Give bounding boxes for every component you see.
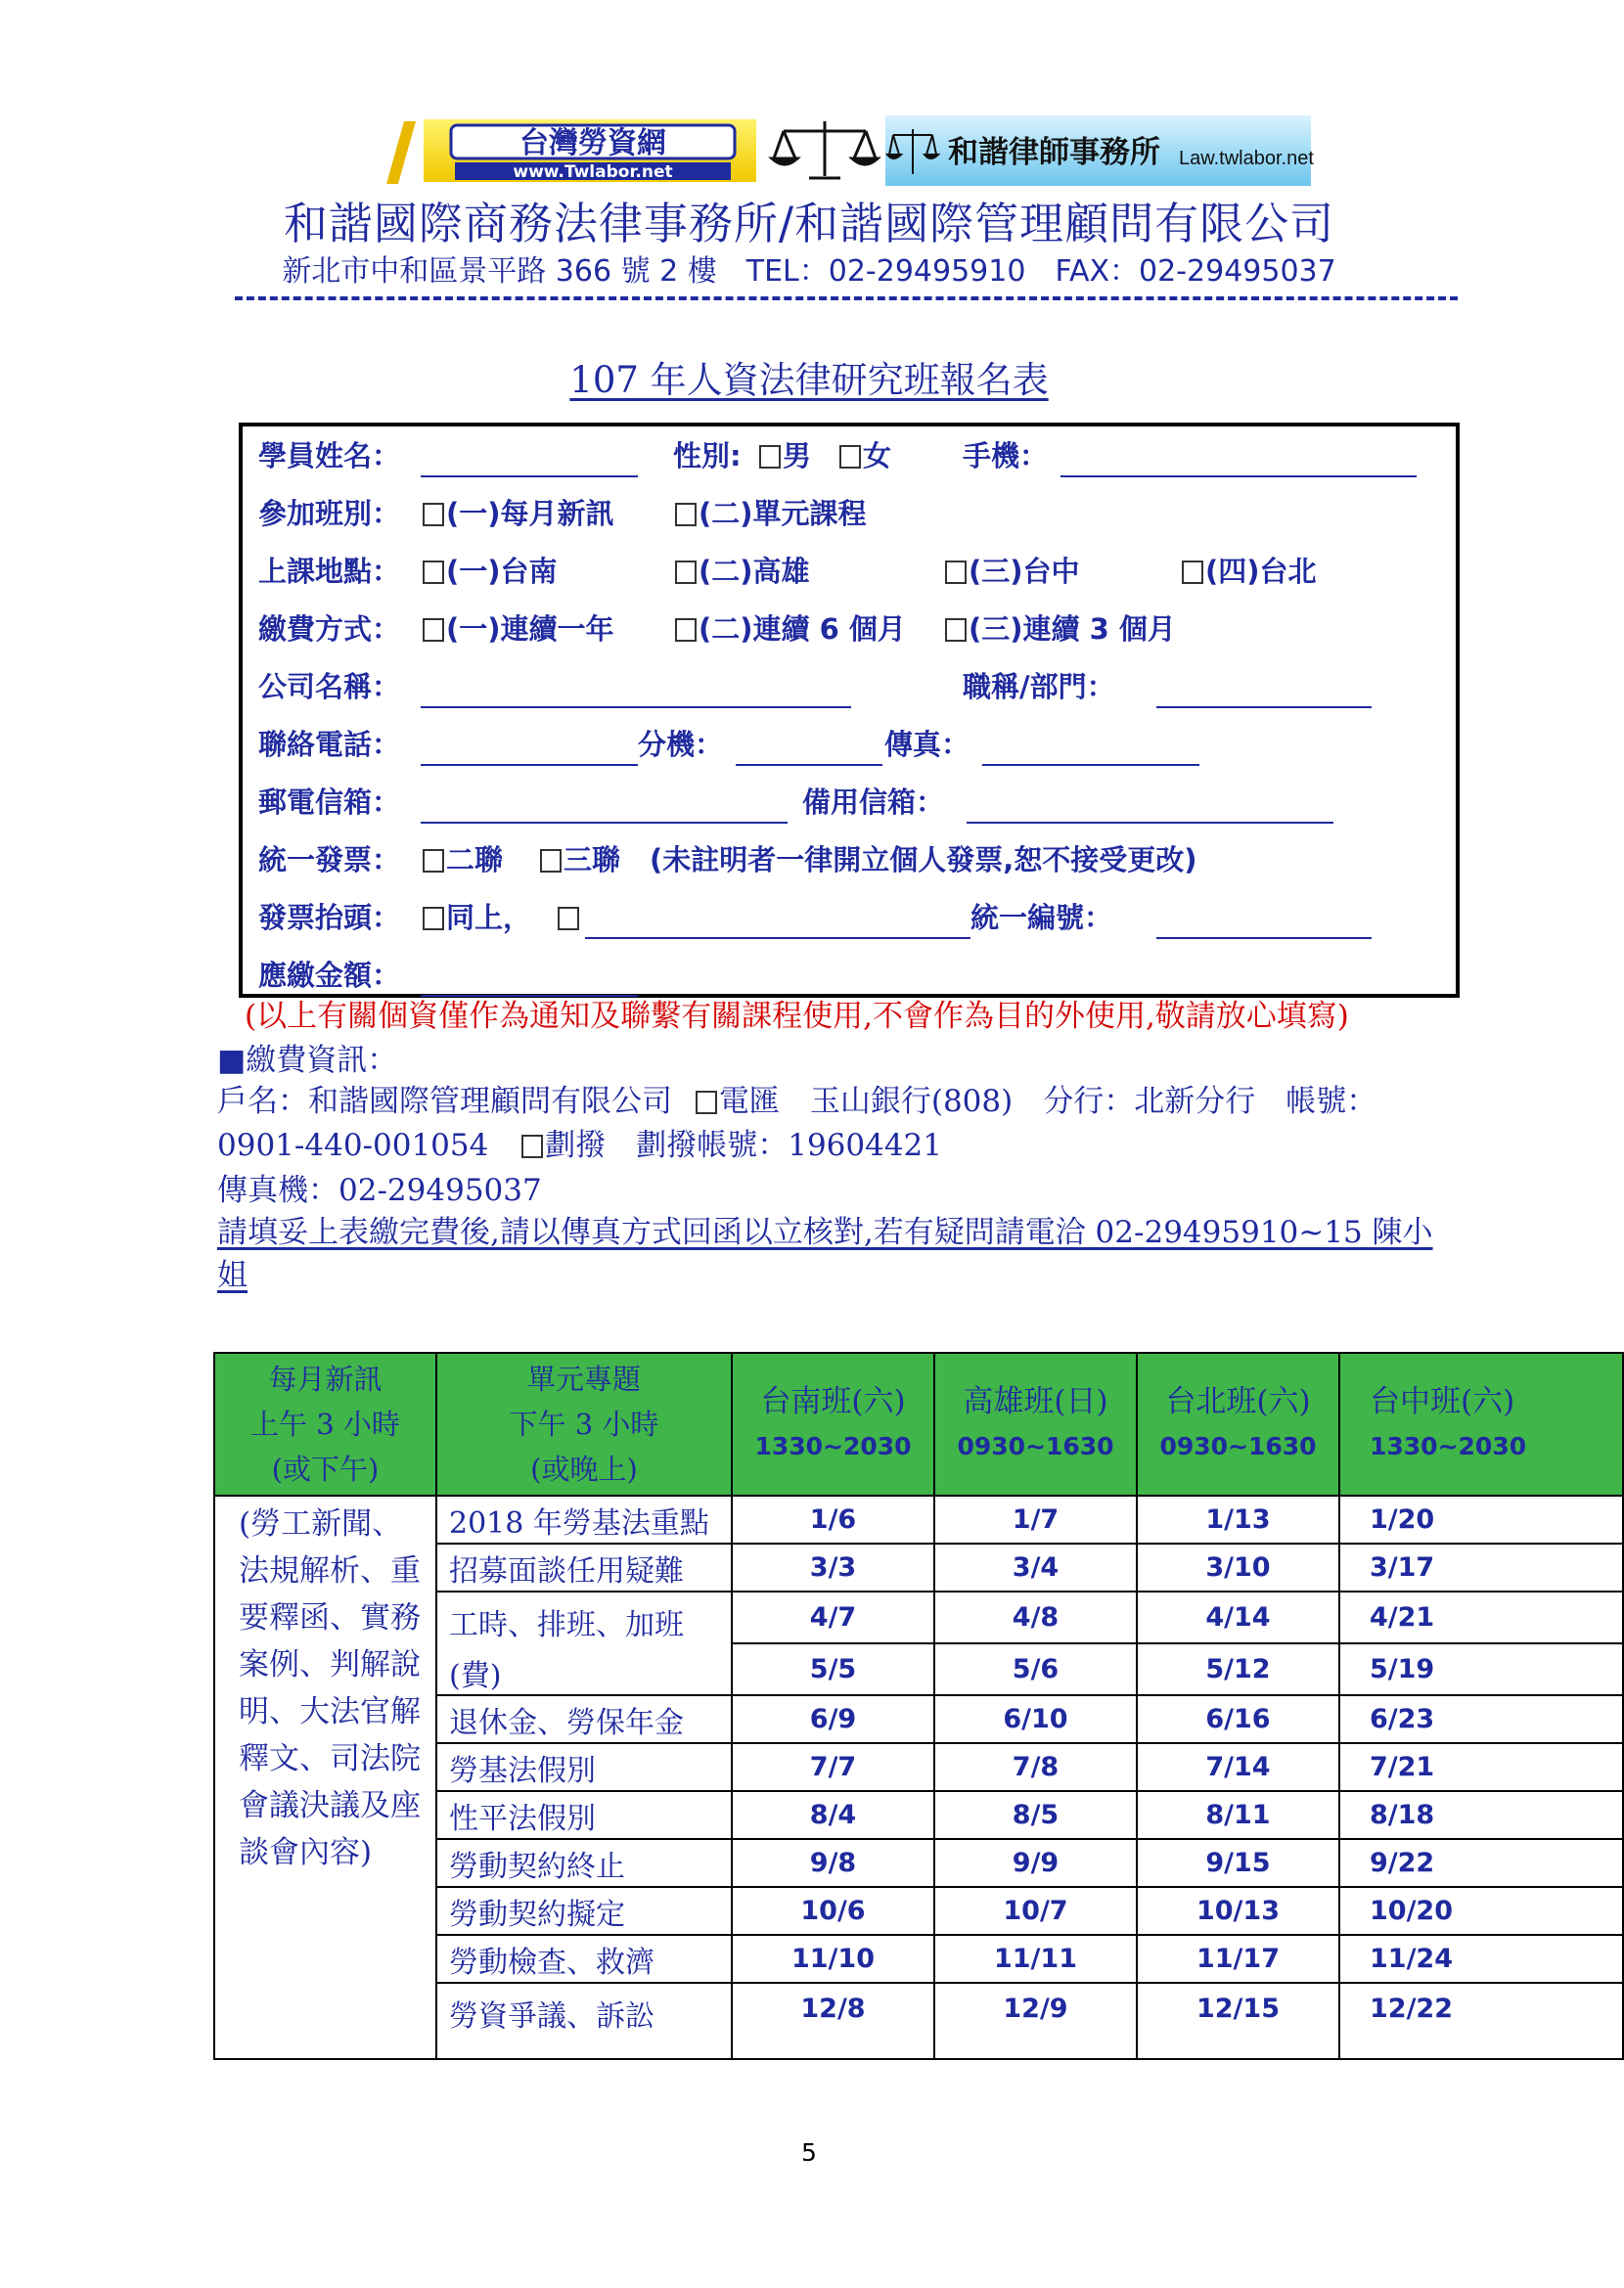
svg-text:台灣勞資網: 台灣勞資網	[519, 126, 666, 160]
date-cell: 3/3	[732, 1544, 934, 1592]
location-label: 上課地點：	[258, 555, 401, 588]
six-months-checkbox[interactable]	[675, 618, 697, 642]
company-label: 公司名稱：	[258, 670, 401, 703]
male-checkbox[interactable]	[759, 445, 781, 469]
firm-address: 新北市中和區景平路 366 號 2 樓 TEL：02-29495910 FAX：02-29495037	[282, 254, 1336, 289]
class-monthly-checkbox[interactable]	[423, 503, 444, 526]
class-option-monthly[interactable]: (一)每月新訊	[423, 494, 614, 533]
email-input[interactable]	[421, 792, 788, 824]
topic-cell: 勞動檢查、救濟	[436, 1935, 732, 1983]
date-cell: 3/10	[1137, 1544, 1339, 1592]
taichung-checkbox[interactable]	[945, 561, 967, 584]
topic-cell: 勞基法假別	[436, 1743, 732, 1791]
monthly-news-header: 每月新訊 上午 3 小時 (或下午)	[214, 1353, 436, 1496]
invoice-note: (未註明者一律開立個人發票,恕不接受更改)	[650, 843, 1197, 876]
invoice-header-same[interactable]: 同上，	[423, 898, 531, 937]
date-cell: 9/15	[1137, 1839, 1339, 1887]
payment-info-line1	[217, 1076, 1376, 1120]
custom-header-checkbox[interactable]	[558, 907, 579, 930]
wire-transfer-checkbox[interactable]	[696, 1091, 717, 1114]
class-header-taipei: 台北班(六) 0930~1630	[1137, 1353, 1339, 1496]
date-cell: 5/19	[1339, 1643, 1623, 1695]
date-cell: 6/9	[732, 1695, 934, 1743]
three-months-checkbox[interactable]	[945, 618, 967, 642]
date-cell: 6/23	[1339, 1695, 1623, 1743]
date-cell: 10/20	[1339, 1887, 1623, 1935]
date-cell: 12/8	[732, 1983, 934, 2059]
email-label: 郵電信箱：	[258, 785, 401, 819]
payment-six-months[interactable]: (二)連續 6 個月	[675, 609, 906, 649]
schedule-table-container	[213, 1352, 1527, 2058]
payment-info-heading: ■繳費資訊：	[217, 1043, 398, 1078]
account-name: 戶名：和諧國際管理顧問有限公司	[217, 1084, 672, 1119]
date-cell: 10/6	[732, 1887, 934, 1935]
female-option[interactable]: 女	[839, 436, 891, 475]
date-cell: 10/7	[934, 1887, 1137, 1935]
male-option[interactable]: 男	[759, 436, 811, 475]
date-cell: 8/5	[934, 1791, 1137, 1839]
date-cell: 11/10	[732, 1935, 934, 1983]
backup-email-input[interactable]	[967, 792, 1333, 824]
invoice-header-input[interactable]	[585, 908, 970, 939]
name-input[interactable]	[421, 446, 638, 477]
date-cell: 8/4	[732, 1791, 934, 1839]
job-title-input[interactable]	[1156, 677, 1372, 708]
taipei-checkbox[interactable]	[1182, 561, 1203, 584]
header-divider	[235, 296, 1458, 300]
class-header-taichung: 台中班(六) 1330~2030	[1339, 1353, 1623, 1496]
topic-cell	[436, 1592, 732, 1695]
date-cell: 5/5	[732, 1643, 934, 1695]
date-cell: 1/13	[1137, 1496, 1339, 1544]
postal-transfer-text: 劃撥 劃撥帳號：19604421	[545, 1128, 943, 1163]
date-cell: 7/21	[1339, 1743, 1623, 1791]
location-taipei[interactable]: (四)台北	[1182, 552, 1317, 591]
topic-cell: 招募面談任用疑難	[436, 1544, 732, 1592]
date-cell: 6/16	[1137, 1695, 1339, 1743]
date-cell: 8/11	[1137, 1791, 1339, 1839]
date-cell: 11/17	[1137, 1935, 1339, 1983]
class-header-kaohsiung: 高雄班(日) 0930~1630	[934, 1353, 1137, 1496]
gender-label: 性別:	[673, 439, 742, 472]
tax-id-input[interactable]	[1156, 908, 1372, 939]
date-cell: 10/13	[1137, 1887, 1339, 1935]
svg-text:和諧律師事務所: 和諧律師事務所	[948, 135, 1160, 170]
page-number: 5	[801, 2138, 817, 2167]
invoice-duplicate[interactable]: 二聯	[423, 840, 503, 879]
one-year-checkbox[interactable]	[423, 618, 444, 642]
date-cell: 8/18	[1339, 1791, 1623, 1839]
date-cell: 1/20	[1339, 1496, 1623, 1544]
phone-label: 聯絡電話：	[258, 728, 401, 761]
justice-scale-icon	[770, 117, 880, 182]
svg-text:Law.twlabor.net: Law.twlabor.net	[1179, 148, 1314, 169]
name-label: 學員姓名：	[258, 439, 401, 472]
location-taichung[interactable]: (三)台中	[945, 552, 1080, 591]
phone-input[interactable]	[421, 735, 638, 766]
class-unit-checkbox[interactable]	[675, 503, 697, 526]
payment-info-line2	[217, 1120, 942, 1164]
date-cell: 1/7	[934, 1496, 1137, 1544]
date-cell: 7/8	[934, 1743, 1137, 1791]
date-cell: 12/15	[1137, 1983, 1339, 2059]
date-cell: 4/21	[1339, 1592, 1623, 1643]
fax-number: 傳真機：02-29495037	[217, 1173, 542, 1208]
date-cell: 9/9	[934, 1839, 1137, 1887]
topic-cell: 勞資爭議、訴訟	[436, 1983, 732, 2059]
privacy-note: (以上有關個資僅作為通知及聯繫有關課程使用,不會作為目的外使用,敬請放心填寫)	[245, 999, 1349, 1034]
schedule-row	[214, 1496, 1623, 1544]
date-cell: 9/8	[732, 1839, 934, 1887]
invoice-label: 統一發票：	[258, 843, 401, 876]
tainan-checkbox[interactable]	[423, 561, 444, 584]
wire-transfer-text: 電匯 玉山銀行(808) 分行：北新分行 帳號：	[718, 1084, 1377, 1119]
date-cell: 11/11	[934, 1935, 1137, 1983]
same-as-above-checkbox[interactable]	[423, 907, 444, 930]
extension-label: 分機：	[638, 728, 724, 761]
topic-text-continued: (費)	[449, 1659, 502, 1693]
topic-cell: 退休金、勞保年金	[436, 1695, 732, 1743]
date-cell: 7/14	[1137, 1743, 1339, 1791]
mobile-label: 手機：	[963, 439, 1049, 472]
date-cell: 5/6	[934, 1643, 1137, 1695]
date-cell: 4/14	[1137, 1592, 1339, 1643]
monthly-news-description: (勞工新聞、法規解析、重要釋函、實務案例、判解說明、大法官解釋文、司法院會議決議及座談會內容)	[214, 1496, 436, 2059]
date-cell: 4/7	[732, 1592, 934, 1643]
payment-three-months[interactable]: (三)連續 3 個月	[945, 609, 1176, 649]
class-header-tainan: 台南班(六) 1330~2030	[732, 1353, 934, 1496]
svg-text:www.Twlabor.net: www.Twlabor.net	[513, 162, 673, 182]
location-tainan[interactable]: (一)台南	[423, 552, 558, 591]
date-cell: 5/12	[1137, 1643, 1339, 1695]
fax-input[interactable]	[982, 735, 1199, 766]
firm-name: 和諧國際商務法律事務所/和諧國際管理顧問有限公司	[283, 198, 1335, 249]
submission-notice: 請填妥上表繳完費後,請以傳真方式回函以立核對,若有疑問請電洽 02-29495910~15 陳小姐	[217, 1215, 1433, 1293]
postal-transfer-checkbox[interactable]	[521, 1135, 543, 1158]
tax-id-label: 統一編號：	[970, 901, 1113, 934]
backup-email-label: 備用信箱：	[802, 785, 945, 819]
fax-label: 傳真：	[884, 728, 970, 761]
topic-text: 工時、排班、加班	[449, 1608, 684, 1642]
class-label: 參加班別：	[258, 497, 401, 530]
payment-label: 繳費方式：	[258, 612, 401, 646]
class-option-unit[interactable]: (二)單元課程	[675, 494, 867, 533]
schedule-table	[213, 1352, 1624, 2060]
invoice-header-custom[interactable]	[558, 898, 581, 937]
job-title-label: 職稱/部門：	[963, 670, 1115, 703]
topic-cell: 2018 年勞基法重點	[436, 1496, 732, 1544]
kaohsiung-checkbox[interactable]	[675, 561, 697, 584]
date-cell: 3/4	[934, 1544, 1137, 1592]
date-cell: 3/17	[1339, 1544, 1623, 1592]
mobile-input[interactable]	[1060, 446, 1417, 477]
date-cell: 6/10	[934, 1695, 1137, 1743]
form-title: 107 年人資法律研究班報名表	[569, 359, 1049, 401]
date-cell: 12/9	[934, 1983, 1137, 2059]
topic-cell: 性平法假別	[436, 1791, 732, 1839]
schedule-header-row	[214, 1353, 1623, 1496]
invoice-triplicate[interactable]: 三聯	[540, 840, 620, 879]
date-cell: 12/22	[1339, 1983, 1623, 2059]
location-kaohsiung[interactable]: (二)高雄	[675, 552, 810, 591]
harmony-law-logo	[885, 115, 1314, 186]
amount-label: 應繳金額：	[258, 959, 401, 992]
date-cell: 7/7	[732, 1743, 934, 1791]
date-cell: 9/22	[1339, 1839, 1623, 1887]
female-checkbox[interactable]	[839, 445, 861, 469]
twlabor-logo	[386, 115, 763, 186]
date-cell: 11/24	[1339, 1935, 1623, 1983]
date-cell: 4/8	[934, 1592, 1137, 1643]
payment-one-year[interactable]: (一)連續一年	[423, 609, 614, 649]
extension-input[interactable]	[736, 735, 882, 766]
topic-cell: 勞動契約終止	[436, 1839, 732, 1887]
date-cell: 1/6	[732, 1496, 934, 1544]
invoice-header-label: 發票抬頭：	[258, 901, 401, 934]
topic-cell: 勞動契約擬定	[436, 1887, 732, 1935]
company-input[interactable]	[421, 677, 851, 708]
account-number: 0901-440-001054	[217, 1128, 489, 1163]
triplicate-invoice-checkbox[interactable]	[540, 849, 562, 873]
unit-topic-header: 單元專題 下午 3 小時 (或晚上)	[436, 1353, 732, 1496]
duplicate-invoice-checkbox[interactable]	[423, 849, 444, 873]
